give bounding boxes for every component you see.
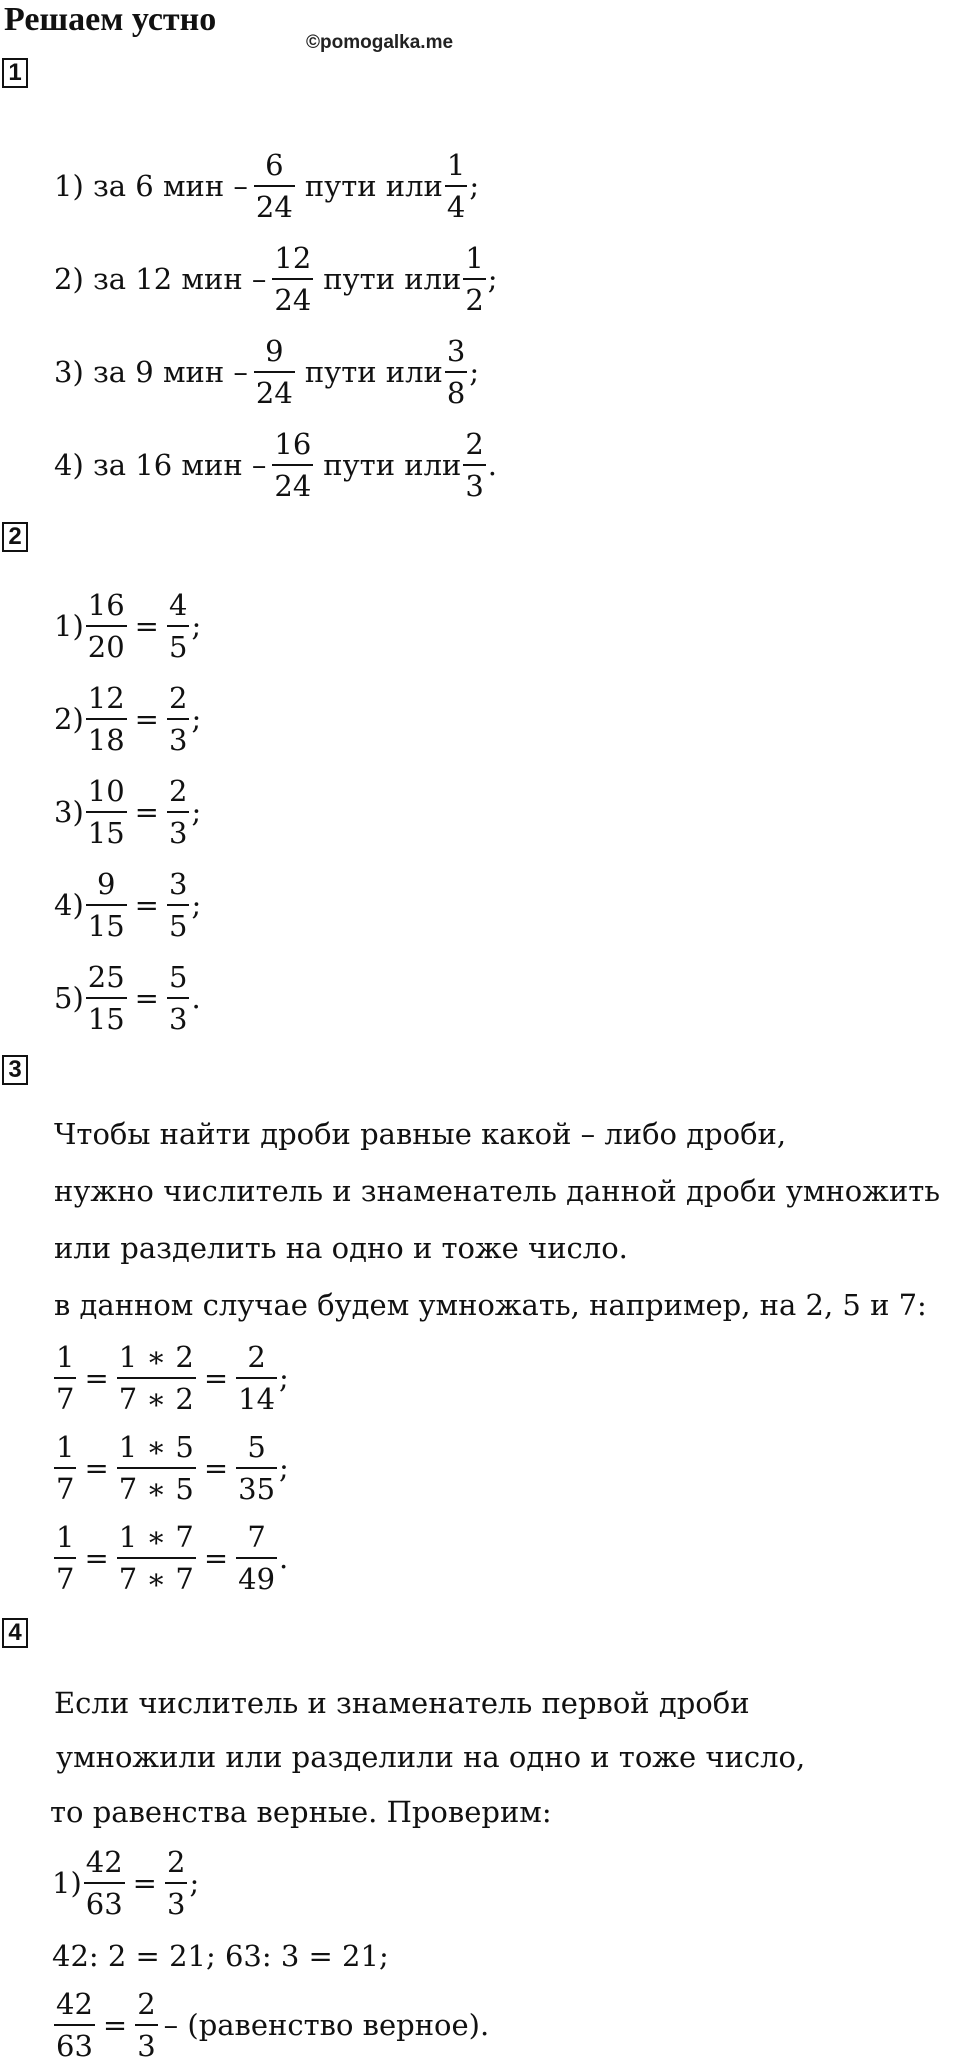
fraction (445, 145, 467, 227)
denominator: 14 (238, 1382, 276, 1416)
denominator: 63 (56, 2029, 93, 2063)
denominator: 49 (238, 1562, 276, 1596)
task-4-row (52, 1842, 199, 1924)
denominator: 7 (56, 1472, 75, 1506)
denominator: 20 (87, 630, 125, 664)
row-text: пути или (323, 262, 462, 296)
numerator: 7 (247, 1520, 266, 1554)
punctuation: ; (487, 262, 498, 296)
denominator: 35 (238, 1472, 276, 1506)
denominator: 63 (85, 1887, 123, 1921)
page-title: Решаем устно (4, 1, 217, 38)
numerator: 1 (56, 1520, 75, 1554)
numerator: 2 (168, 774, 188, 808)
text-line: 42: 2 = 21; 63: 3 = 21; (52, 1939, 389, 1973)
numerator: 1 ∗ 7 (118, 1520, 194, 1554)
denominator: 3 (465, 469, 484, 503)
row-label: 5) (54, 981, 84, 1015)
equals-sign: = (203, 1451, 229, 1485)
fraction (254, 145, 295, 227)
numerator: 2 (137, 1987, 156, 2021)
equals-sign: = (84, 1361, 109, 1395)
fraction (135, 1984, 157, 2066)
denominator: 15 (87, 1002, 125, 1036)
denominator: 4 (446, 190, 466, 224)
task-3-number: 3 (2, 1055, 28, 1085)
denominator: 24 (274, 469, 312, 503)
punctuation: ; (469, 355, 480, 389)
denominator: 18 (87, 723, 125, 757)
task-2-row (54, 771, 201, 853)
denominator: 3 (168, 816, 188, 850)
fraction (463, 238, 485, 320)
row-label: 1) (52, 1866, 82, 1900)
text-line: то равенства верные. Проверим: (50, 1795, 552, 1829)
equals-sign: = (84, 1451, 109, 1485)
denominator: 7 ∗ 2 (118, 1382, 194, 1416)
punctuation: . (191, 981, 201, 1015)
equals-sign: = (134, 702, 159, 736)
fraction (167, 585, 189, 667)
task-1-row (54, 145, 479, 227)
task-2-number: 2 (2, 522, 28, 552)
numerator: 5 (247, 1430, 266, 1464)
row-label: 4) за 16 мин – (54, 448, 267, 482)
task-1-number: 1 (2, 58, 28, 88)
row-text: пути или (323, 448, 462, 482)
numerator: 1 ∗ 2 (118, 1340, 194, 1374)
task-3-row (52, 1337, 289, 1419)
numerator: 1 (56, 1430, 75, 1464)
denominator: 24 (255, 376, 293, 410)
row-label: 2) (54, 702, 84, 736)
denominator: 7 (56, 1382, 75, 1416)
denominator: 24 (274, 283, 312, 317)
text-line: нужно числитель и знаменатель данной дроби умножить (54, 1174, 941, 1208)
task-2-row (54, 864, 201, 946)
numerator: 5 (168, 960, 188, 994)
fraction (165, 1842, 187, 1924)
row-label: 1) (54, 609, 84, 643)
equals-sign: = (134, 981, 159, 1015)
numerator: 2 (168, 681, 188, 715)
fraction (54, 1427, 76, 1509)
row-label: 2) за 12 мин – (54, 262, 267, 296)
denominator: 7 (56, 1562, 75, 1596)
numerator: 42 (85, 1845, 123, 1879)
denominator: 7 ∗ 5 (118, 1472, 194, 1506)
numerator: 9 (96, 867, 116, 901)
row-text: пути или (304, 169, 443, 203)
denominator: 15 (87, 816, 125, 850)
fraction (86, 864, 127, 946)
numerator: 42 (56, 1987, 93, 2021)
fraction (86, 585, 127, 667)
denominator: 7 ∗ 7 (118, 1562, 194, 1596)
numerator: 12 (274, 241, 312, 275)
fraction (236, 1337, 277, 1419)
row-label: 4) (54, 888, 84, 922)
punctuation: ; (469, 169, 480, 203)
row-text: – (равенство верное). (163, 2008, 490, 2042)
fraction (117, 1337, 196, 1419)
denominator: 3 (168, 1002, 188, 1036)
fraction (84, 1842, 125, 1924)
numerator: 16 (87, 588, 125, 622)
equals-sign: = (203, 1541, 229, 1575)
task-3-row (52, 1427, 289, 1509)
punctuation: ; (189, 1866, 200, 1900)
fraction (54, 1984, 95, 2066)
denominator: 5 (168, 630, 188, 664)
fraction (54, 1337, 76, 1419)
fraction (54, 1517, 76, 1599)
denominator: 5 (168, 909, 188, 943)
denominator: 8 (446, 376, 466, 410)
equals-sign: = (132, 1866, 157, 1900)
text-line: Если числитель и знаменатель первой дроби (54, 1686, 750, 1720)
numerator: 10 (87, 774, 125, 808)
numerator: 2 (247, 1340, 266, 1374)
denominator: 3 (168, 723, 188, 757)
punctuation: ; (191, 795, 202, 829)
punctuation: ; (279, 1361, 289, 1395)
fraction (254, 331, 295, 413)
denominator: 15 (87, 909, 125, 943)
row-label: 3) (54, 795, 84, 829)
punctuation: . (279, 1541, 289, 1575)
denominator: 3 (137, 2029, 156, 2063)
numerator: 4 (168, 588, 188, 622)
fraction (236, 1427, 277, 1509)
fraction (463, 424, 485, 506)
numerator: 25 (87, 960, 125, 994)
numerator: 6 (265, 148, 284, 182)
text-line: в данном случае будем умножать, например, на 2, 5 и 7: (54, 1288, 927, 1322)
equals-sign: = (134, 609, 159, 643)
fraction (117, 1427, 196, 1509)
fraction (117, 1517, 196, 1599)
text-line: или разделить на одно и тоже число. (54, 1231, 628, 1265)
numerator: 1 ∗ 5 (118, 1430, 194, 1464)
task-1-row (54, 331, 479, 413)
punctuation: ; (191, 609, 202, 643)
row-label: 3) за 9 мин – (54, 355, 248, 389)
row-label: 1) за 6 мин – (54, 169, 248, 203)
fraction (236, 1517, 277, 1599)
numerator: 3 (168, 867, 188, 901)
task-3-row (52, 1517, 288, 1599)
denominator: 24 (255, 190, 293, 224)
numerator: 1 (465, 241, 484, 275)
denominator: 3 (166, 1887, 186, 1921)
fraction (167, 771, 189, 853)
fraction (445, 331, 467, 413)
task-2-row (54, 678, 201, 760)
fraction (86, 957, 127, 1039)
fraction (167, 864, 189, 946)
task-1-row (54, 238, 498, 320)
equals-sign: = (84, 1541, 109, 1575)
fraction (272, 238, 313, 320)
numerator: 16 (274, 427, 312, 461)
fraction (272, 424, 313, 506)
equals-sign: = (134, 888, 159, 922)
task-4-result-row (52, 1984, 489, 2066)
punctuation: ; (279, 1451, 289, 1485)
watermark: ©pomogalka.me (306, 32, 454, 53)
equals-sign: = (134, 795, 159, 829)
task-2-row (54, 585, 201, 667)
text-line: Чтобы найти дроби равные какой – либо дроби, (54, 1117, 787, 1151)
equals-sign: = (203, 1361, 229, 1395)
numerator: 3 (446, 334, 466, 368)
punctuation: . (487, 448, 498, 482)
fraction (86, 771, 127, 853)
punctuation: ; (191, 702, 202, 736)
equals-sign: = (102, 2008, 128, 2042)
numerator: 9 (265, 334, 284, 368)
numerator: 12 (87, 681, 125, 715)
numerator: 2 (465, 427, 484, 461)
row-text: пути или (304, 355, 443, 389)
task-2-row (54, 957, 201, 1039)
fraction (86, 678, 127, 760)
fraction (167, 957, 189, 1039)
fraction (167, 678, 189, 760)
denominator: 2 (465, 283, 484, 317)
task-1-row (54, 424, 497, 506)
punctuation: ; (191, 888, 202, 922)
text-line: умножили или разделили на одно и тоже число, (56, 1740, 806, 1774)
numerator: 1 (56, 1340, 75, 1374)
task-4-number: 4 (2, 1618, 28, 1648)
numerator: 1 (446, 148, 466, 182)
numerator: 2 (166, 1845, 186, 1879)
